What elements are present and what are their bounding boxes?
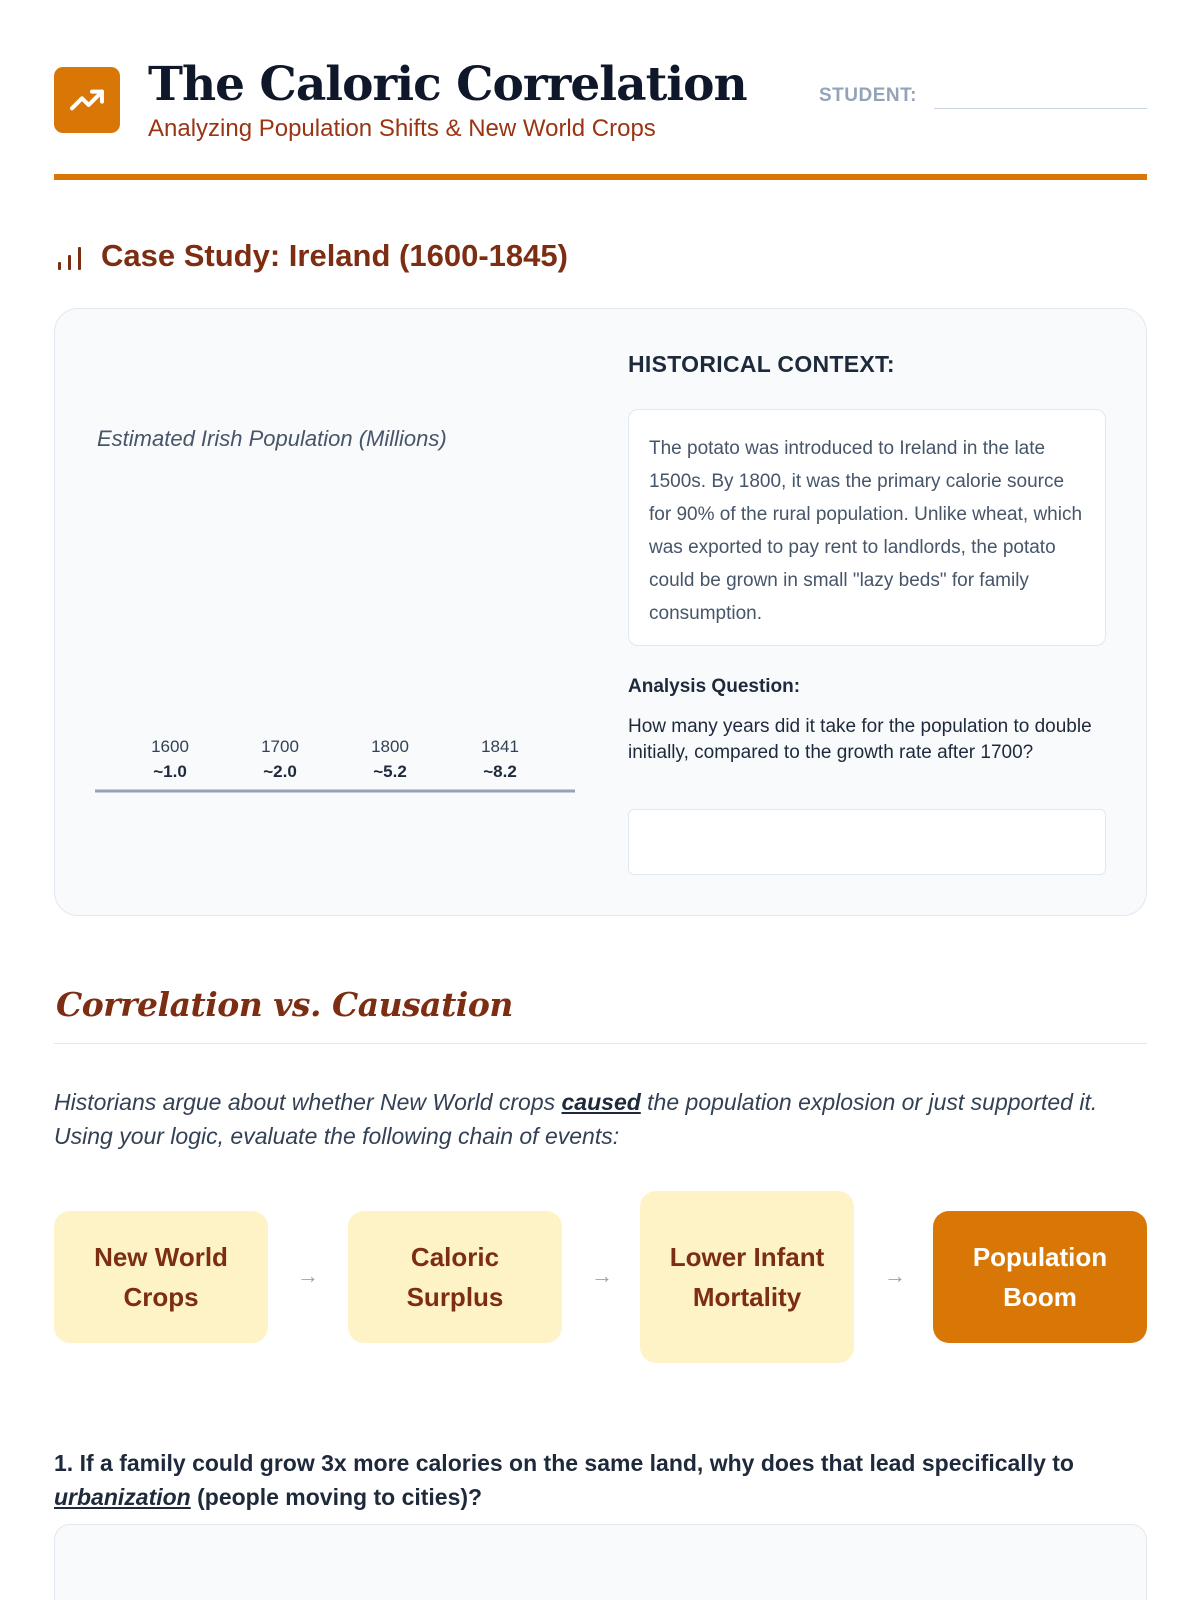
chart-category-label: 1600 bbox=[151, 737, 189, 756]
correlation-intro bbox=[54, 1085, 1147, 1153]
section-divider bbox=[54, 1043, 1147, 1044]
question-emphasis: urbanization bbox=[54, 1484, 191, 1510]
intro-text-start: Historians argue about whether New World crops bbox=[54, 1089, 562, 1115]
population-chart bbox=[95, 459, 575, 819]
page-subtitle: Analyzing Population Shifts & New World Crops bbox=[148, 115, 656, 142]
question-1-answer-area[interactable] bbox=[54, 1524, 1147, 1600]
student-label: STUDENT: bbox=[819, 85, 917, 106]
bar-chart-icon bbox=[56, 244, 86, 272]
chain-step-new-world-crops: New World Crops bbox=[54, 1211, 268, 1343]
logo-badge bbox=[54, 67, 120, 133]
case-study-title: Case Study: Ireland (1600-1845) bbox=[101, 238, 568, 273]
context-text: The potato was introduced to Ireland in the late 1500s. By 1800, it was the primary calorie source for 90% of the rural population. Unlike wheat, which was exported to pay rent to landlords, the potato could be grown in small "lazy beds" for family consumption. bbox=[628, 409, 1106, 646]
question-1 bbox=[54, 1446, 1147, 1514]
chart-value-label: ~2.0 bbox=[263, 762, 297, 781]
intro-emphasis: caused bbox=[561, 1089, 641, 1115]
trending-up-icon bbox=[67, 80, 107, 120]
arrow-right-icon: → bbox=[884, 1263, 906, 1288]
chart-category-label: 1841 bbox=[481, 737, 519, 756]
chain-step-caloric-surplus: Caloric Surplus bbox=[348, 1211, 562, 1343]
correlation-title: Correlation vs. Causation bbox=[56, 985, 513, 1024]
context-heading: HISTORICAL CONTEXT: bbox=[628, 351, 895, 377]
page-title: The Caloric Correlation bbox=[148, 57, 747, 112]
chart-category-label: 1700 bbox=[261, 737, 299, 756]
worksheet-header bbox=[54, 57, 1147, 180]
chart-value-label: ~8.2 bbox=[483, 762, 517, 781]
chart-caption: Estimated Irish Population (Millions) bbox=[97, 426, 447, 451]
arrow-right-icon: → bbox=[297, 1263, 319, 1288]
chart-category-label: 1800 bbox=[371, 737, 409, 756]
chain-step-population-boom: Population Boom bbox=[933, 1211, 1147, 1343]
question-number: 1. bbox=[54, 1450, 74, 1476]
analysis-answer-input[interactable] bbox=[628, 809, 1106, 875]
arrow-right-icon: → bbox=[591, 1263, 613, 1288]
chart-value-label: ~5.2 bbox=[373, 762, 407, 781]
chain-step-lower-infant-mortality: Lower Infant Mortality bbox=[640, 1191, 854, 1363]
analysis-question: How many years did it take for the population to double initially, compared to the growth rate after 1700? bbox=[628, 716, 1092, 763]
question-text-end: (people moving to cities)? bbox=[190, 1484, 483, 1510]
case-study-heading bbox=[56, 238, 756, 278]
analysis-heading: Analysis Question: bbox=[628, 676, 801, 697]
chart-value-label: ~1.0 bbox=[153, 762, 187, 781]
header-divider bbox=[54, 174, 1147, 180]
question-text-start: If a family could grow 3x more calories on the same land, why does that lead specifically to bbox=[79, 1450, 1074, 1476]
student-name-field[interactable] bbox=[934, 108, 1147, 109]
intro-text-end: the population explosion or just supported it. Using your logic, evaluate the following chain of events: bbox=[54, 1089, 1098, 1149]
case-study-card bbox=[54, 308, 1147, 916]
